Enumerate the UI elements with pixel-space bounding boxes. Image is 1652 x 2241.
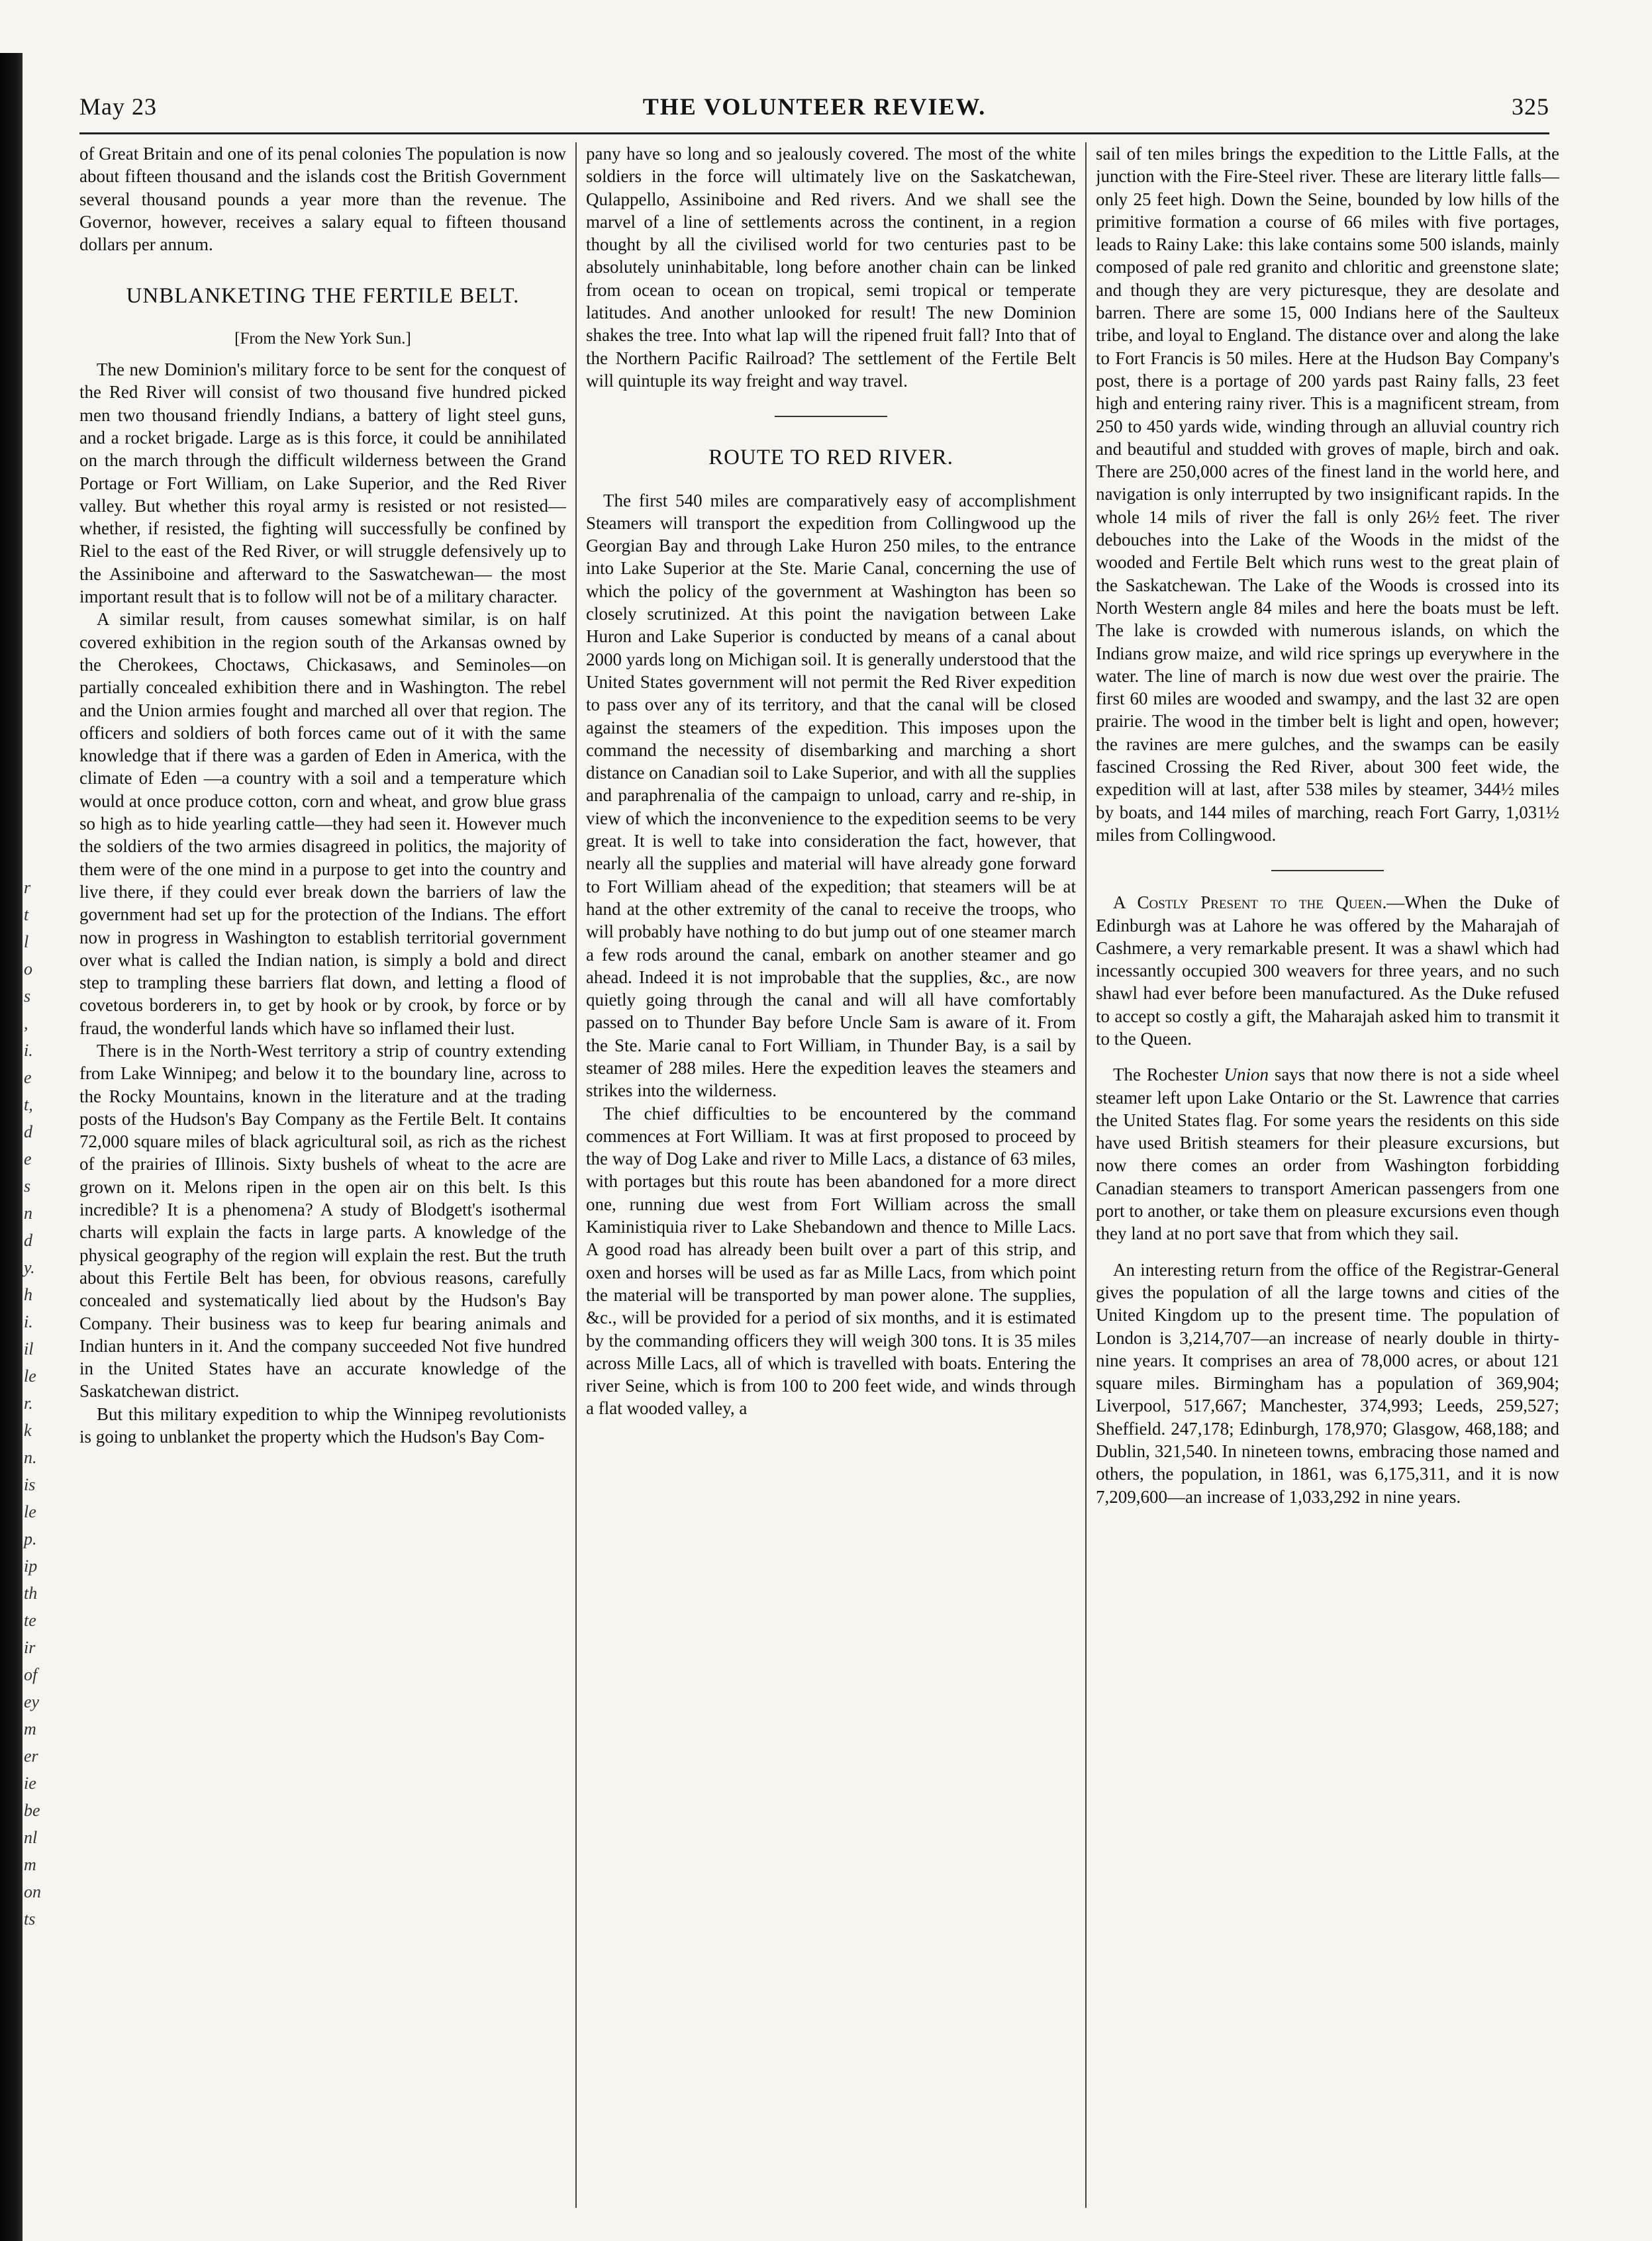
gutter-fragment: k — [24, 1421, 32, 1440]
gutter-fragment: r — [24, 878, 31, 897]
column-rule — [1085, 142, 1087, 2208]
article-paragraph: But this military expedition to whip the Winnipeg revolutionists is going to unblanket the property which the Hudson's Bay Com- — [79, 1404, 566, 1447]
gutter-fragment: te — [24, 1611, 36, 1630]
gutter-fragment: i. — [24, 1312, 33, 1331]
newspaper-name: Union — [1224, 1065, 1269, 1085]
article-paragraph: There is in the North-West territory a strip of country extending from Lake Winnipeg; and below it to the boundary line, across to the Rocky Mountains, known in the literature and at the trading posts of the Hudson's Bay Company as the Fertile Belt. It contains 72,000 square miles of black agricultural soil, as rich as the richest of the prairies of Illinois. Sixty bushels of wheat to the acre are grown on it. Melons ripen in the open air on this belt. Is this incredible? It is a phenomena? A study of Blodgett's isothermal charts will explain the facts in large parts. A knowledge of the physical geography of the region will explain the rest. But the truth about this Fertile Belt has been, for obvious reasons, carefully concealed and systematically lied about by the Hudson's Bay Company. Their business was to keep fur bearing animals and Indian hunters in it. And the company succeeded Not five hundred in the United States have an accurate knowledge of the Saskatchewan district. — [79, 1040, 566, 1402]
gutter-fragment: t — [24, 905, 29, 924]
gutter-fragment: e — [24, 1068, 32, 1087]
gutter-fragment: p. — [24, 1529, 37, 1549]
article-paragraph: The chief difficulties to be encountered by the command commences at Fort William. It was at first proposed to proceed by the way of Dog Lake and river to Mille Lacs, a distance of 63 miles, with portages but this route has been abandoned for a more direct one, running due west from Fort William across the small Kaministiquia river to Lake Shebandown and thence to Mille Lacs. A good road has already been built over a part of this strip, and oxen and horses will be used as far as Mille Lacs, from which point the material will be transported by man power alone. The supplies, &c., will be provided for a period of six months, and it is estimated by the commanding officers they will weigh 300 tons. It is 35 miles across Mille Lacs, all of which is travelled with boats. Entering the river Seine, which is from 100 to 200 feet wide, and winds through a flat wooded valley, a — [586, 1103, 1076, 1419]
gutter-fragment: i. — [24, 1041, 33, 1060]
gutter-fragment: le — [24, 1502, 36, 1521]
section-rule — [1271, 870, 1384, 871]
continued-paragraph: of Great Britain and one of its penal colonies The population is now about fifteen thousand and the islands cost the British Government several thousand pounds a year more than the revenue. The Governor, however, receives a salary equal to fifteen thousand dollars per annum. — [79, 144, 566, 255]
column-1 — [79, 142, 566, 2208]
gutter-fragments — [24, 874, 64, 1932]
gutter-fragment: l — [24, 932, 29, 951]
article-source: [From the New York Sun.] — [234, 329, 411, 348]
column-2 — [586, 142, 1076, 2208]
gutter-fragment: on — [24, 1882, 41, 1901]
gutter-fragment: m — [24, 1855, 36, 1874]
gutter-fragment: th — [24, 1584, 38, 1603]
running-head — [79, 93, 1549, 126]
gutter-fragment: h — [24, 1285, 32, 1304]
gutter-fragment: t, — [24, 1095, 33, 1114]
column-3 — [1096, 142, 1559, 2208]
gutter-fragment: is — [24, 1475, 36, 1494]
news-item-lead: A Costly Present to the Queen. — [1113, 892, 1387, 913]
news-item: The Rochester Union says that now there is not a side wheel steamer left upon Lake Ontario or the St. Lawrence that carries the United States flag. For some years the residents on this side have used British steamers for their pleasure excursions, but now there comes an order from Washington forbidding Canadian steamers to transport American passengers from one port to another, or take them on pleasure excursions even though they land at no port save that from which they sail. — [1096, 1065, 1559, 1244]
news-item: An interesting return from the office of the Registrar-General gives the population of all the large towns and cities of the United Kingdom up to the present time. The population of London is 3,214,707—an increase of nearly double in thirty-nine years. It comprises an area of 78,000 acres, or about 121 square miles. Birmingham has a population of 369,904; Liverpool, 517,667; Manchester, 374,993; Leeds, 259,527; Sheffield. 247,178; Edinburgh, 178,970; Glasgow, 468,188; and Dublin, 321,540. In nineteen towns, embracing those named and others, the population, in 1861, was 6,175,311, and it is now 7,209,600—an increase of 1,033,292 in nine years. — [1096, 1259, 1559, 1507]
gutter-fragment: y. — [24, 1258, 35, 1277]
gutter-fragment: ie — [24, 1774, 36, 1793]
gutter-fragment: be — [24, 1801, 40, 1820]
gutter-fragment: s — [24, 1176, 31, 1196]
continued-paragraph: sail of ten miles brings the expedition to the Little Falls, at the junction with the Fire-Steel river. These are literary little falls— only 25 feet high. Down the Seine, bounded by low hills of the primitive formation a course of 66 miles with five portages, leads to Rainy Lake: this lake contains some 500 islands, mainly composed of pale red granito and chloritic and greenstone slate; and though they are very picturesque, they are desolate and barren. There are some 15, 000 Indians here of the Saulteux tribe, and loyal to England. The distance over and along the lake to Fort Francis is 50 miles. Here at the Hudson Bay Company's post, there is a portage of 200 yards past Rainy falls, 23 feet high and entering rainy river. This is a magnificent stream, from 250 to 450 yards wide, winding through an alluvial country rich and beautiful and studded with groves of maple, birch and oak. There are 250,000 acres of the finest land in the world here, and navigation is only interrupted by two insignificant rapids. In the whole 14 mils of river the fall is only 26½ feet. The river debouches into the Lake of the Woods in the midst of the wooded and Fertile Belt which runs west to the great plain of the Saskatchewan. The Lake of the Woods is crossed into its North Western angle 84 miles and here the boats must be left. The lake is crowded with numerous islands, on which the Indians grow maize, and wild rice springs up everywhere in the water. The line of march is now due west over the prairie. The first 60 miles are wooded and swampy, and the last 32 are open prairie. The wood in the timber belt is light and open, however; the ravines are mere gulches, and the swamps can be easily fascined Crossing the Red River, about 300 feet wide, the expedition will at last, after 538 miles by steamer, 344½ miles by boats, and 144 miles of marching, reach Fort Garry, 1,031½ miles from Collingwood. — [1096, 144, 1559, 845]
news-item-text: —When the Duke of Edinburgh was at Lahore he was offered by the Maharajah of Cashmere, a very remarkable present. It was a shawl which had incessantly occupied 300 weavers for three years, and no such shawl had ever before been manufactured. As the Duke refused to accept so costly a gift, the Maharajah asked him to transmit it to the Queen. — [1096, 892, 1559, 1049]
gutter-fragment: ir — [24, 1638, 36, 1657]
gutter-fragment: d — [24, 1122, 32, 1141]
gutter-fragment: le — [24, 1366, 36, 1386]
binding-strip — [0, 53, 23, 2241]
issue-date: May 23 — [79, 93, 157, 120]
header-rule — [79, 132, 1549, 134]
section-rule — [775, 416, 887, 417]
article-paragraph: The first 540 miles are comparatively easy of accomplishment Steamers will transport the expedition from Collingwood up the Georgian Bay and through Lake Huron 250 miles, to the entrance into Lake Superior at the Ste. Marie Canal, concerning the use of which the policy of the government at Washington has been so closely scrutinized. At this point the navigation between Lake Huron and Lake Superior is conducted by means of a canal about 2000 yards long on Michigan soil. It is generally understood that the United States government will not permit the Red River expedition to pass over any of its territory, and that the canal will be closed against the steamers of the expedition. This imposes upon the command the necessity of disembarking and marching a short distance on Canadian soil to Lake Superior, and with all the supplies and paraphrenalia of the campaign to unload, carry and re-ship, in view of which the inconvenience to the expedition seems to be very great. It is well to take into consideration the fact, however, that nearly all the supplies and material will have already gone forward to Fort William ahead of the expedition; that steamers will be at hand at the other extremity of the canal to receive the troops, who will probably have nothing to do but jump out of one steamer march a few rods around the canal, embark on another steamer and go ahead. Indeed it is not improbable that the supplies, &c., are now quietly going through the canal and will all have comfortably passed on to Thunder Bay before Uncle Sam is aware of it. From the Ste. Marie canal to Fort William, in Thunder Bay, is a sail by steamer of 288 miles. Here the expedition leaves the steamers and strikes into the wilderness. — [586, 490, 1076, 1101]
gutter-fragment: o — [24, 959, 32, 978]
article-paragraph: The new Dominion's military force to be sent for the conquest of the Red River will consist of two thousand five hundred picked men two thousand friendly Indians, a battery of light steel guns, and a rocket brigade. Large as is this force, it could be annihilated on the march through the difficult wilderness between the Grand Portage or Fort William, on Lake Superior, and the Red River valley. But whether this royal army is resisted or not resisted— whether, if resisted, the fighting will successfully be confined by Riel to the east of the Red River, or will struggle defensively up to the Assiniboine and afterward to the Saswatchewan— the most important result that is to follow will not be of a military character. — [79, 359, 566, 607]
gutter-fragment: m — [24, 1719, 36, 1739]
gutter-fragment: of — [24, 1665, 38, 1684]
publication-title: THE VOLUNTEER REVIEW. — [642, 93, 987, 120]
gutter-fragment: ts — [24, 1909, 36, 1929]
gutter-fragment: d — [24, 1231, 32, 1250]
gutter-fragment: s — [24, 986, 31, 1006]
gutter-fragment: ip — [24, 1556, 38, 1576]
column-rule — [575, 142, 577, 2208]
gutter-fragment: n — [24, 1204, 32, 1223]
gutter-fragment: r. — [24, 1394, 33, 1413]
gutter-fragment: il — [24, 1339, 34, 1359]
page-number: 325 — [1512, 93, 1549, 120]
gutter-fragment: ey — [24, 1692, 40, 1711]
gutter-fragment: er — [24, 1746, 38, 1766]
gutter-fragment: e — [24, 1149, 32, 1168]
article-heading: UNBLANKETING THE FERTILE BELT. — [126, 284, 520, 309]
continued-paragraph: pany have so long and so jealously covered. The most of the white soldiers in the force will ultimately live on the Saskatchewan, Qulappello, Assiniboine and Red rivers. And we shall see the marvel of a line of settlements across the continent, in a region thought by all the civilised world for two centuries past to be absolutely uninhabitable, long before another chain can be linked from ocean to ocean on tropical, semi tropical or temperate latitudes. And another unlooked for result! The new Dominion shakes the tree. Into what lap will the ripened fruit fall? Into that of the Northern Pacific Railroad? The settlement of the Fertile Belt will quintuple its way freight and way travel. — [586, 144, 1076, 391]
gutter-fragment: , — [24, 1014, 28, 1033]
gutter-fragment: nl — [24, 1828, 38, 1847]
gutter-fragment: n. — [24, 1448, 37, 1467]
article-paragraph: A similar result, from causes somewhat similar, is on half covered exhibition in the region south of the Arkansas owned by the Cherokees, Choctaws, Chickasaws, and Seminoles—on partially concealed exhibition there and in Washington. The rebel and the Union armies fought and marched all over that region. The officers and soldiers of both forces came out of it with the same knowledge that if there was a garden of Eden in America, with the climate of Eden —a country with a soil and a temperature which would at once produce cotton, corn and wheat, and grow blue grass so high as to hide yearling cattle—they had seen it. However much the soldiers of the two armies disagreed in politics, the majority of them were of the one mind in a purpose to get into the country and live there, if they could ever break down the barriers of law the government had set up for the protection of the Indians. The effort now in progress in Washington to establish territorial government over what is called the Indian nation, is simply a bold and direct step to trampling these barriers flat down, and letting a flood of covetous borderers in, to get by hook or by crook, by force or by fraud, the wonderful lands which have so inflamed their lust. — [79, 609, 566, 1038]
news-item — [1096, 891, 1559, 1050]
article-heading: ROUTE TO RED RIVER. — [708, 446, 953, 470]
